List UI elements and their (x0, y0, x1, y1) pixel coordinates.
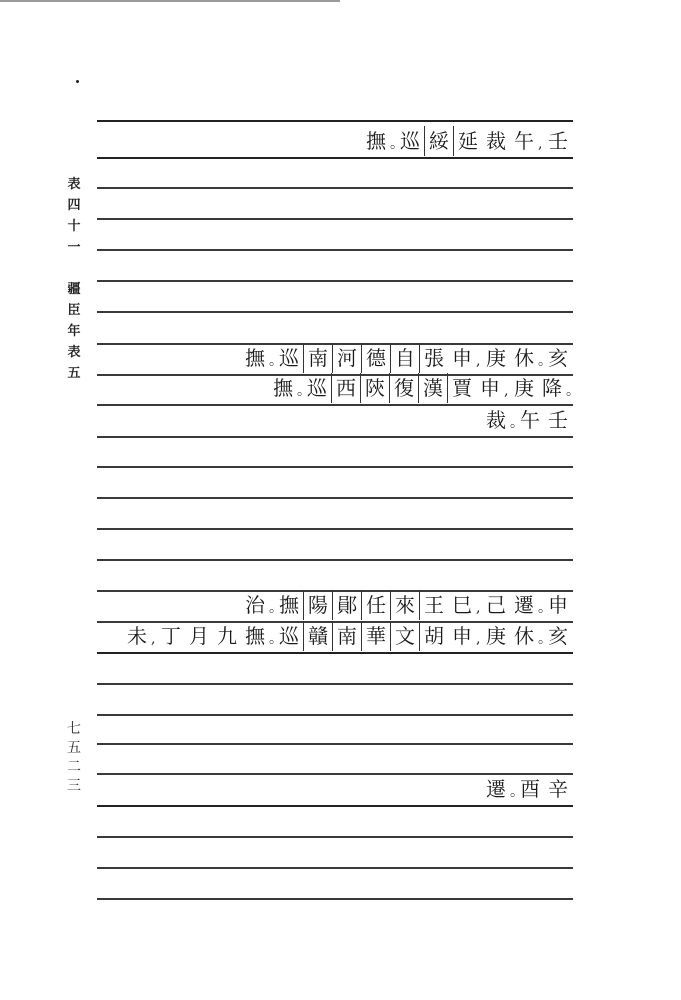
table-row (269, 373, 580, 403)
text-char: 庚 (486, 346, 506, 370)
page-number-char: 五 (67, 740, 81, 756)
punctuation: 。 (269, 353, 283, 369)
table-row (241, 590, 572, 620)
text-char: 來 (390, 590, 419, 620)
text-char: 華 (361, 621, 390, 651)
punctuation: , (476, 631, 481, 647)
text-char: 裁 (486, 129, 506, 153)
text-char: 陝 (360, 373, 389, 403)
punctuation: 。 (538, 631, 552, 647)
text-char: 月 (189, 624, 209, 648)
text-char: 申 (480, 376, 500, 400)
text-char: 綏 (424, 126, 453, 156)
text-char: 裁 (486, 408, 506, 432)
text-char: 九 (217, 624, 237, 648)
ruled-line (97, 120, 573, 122)
text-char: 辛 (548, 777, 568, 801)
ink-dot (76, 80, 79, 83)
text-char: 陽 (303, 590, 332, 620)
text-char: 撫 (366, 129, 386, 153)
margin-title-char: 表 (67, 345, 81, 360)
ruled-line (97, 743, 573, 745)
text-char: 休 (514, 346, 534, 370)
text-char: 申 (452, 346, 472, 370)
text-char: 撫 (279, 593, 299, 617)
ruled-line (97, 466, 573, 468)
punctuation: , (476, 600, 481, 616)
punctuation: 。 (297, 383, 311, 399)
ruled-line (97, 652, 573, 654)
ruled-line (97, 898, 573, 900)
ruled-line (97, 280, 573, 282)
text-char: 王 (419, 590, 448, 620)
ruled-line (97, 836, 573, 838)
ruled-line (97, 714, 573, 716)
text-char: 遷 (486, 777, 506, 801)
text-char: 延 (453, 126, 482, 156)
text-char: 亥 (548, 624, 568, 648)
table-row (362, 126, 572, 156)
margin-title-char: 五 (67, 366, 81, 381)
text-char: 酉 (520, 777, 540, 801)
text-char: 治 (245, 593, 265, 617)
ruled-line (97, 497, 573, 499)
punctuation: 。 (390, 136, 404, 152)
text-char: 文 (390, 621, 419, 651)
text-char: 張 (419, 343, 448, 373)
margin-title-char: 四 (67, 198, 81, 213)
text-char: 撫 (245, 346, 265, 370)
text-char: 撫 (245, 624, 265, 648)
text-char: 贛 (303, 621, 332, 651)
text-char: 西 (331, 373, 360, 403)
margin-title-char: 一 (67, 240, 81, 255)
margin-title-gap (63, 258, 85, 279)
text-char: 巡 (279, 624, 299, 648)
ruled-line (97, 805, 573, 807)
page-number (63, 720, 85, 796)
text-char: 未 (127, 624, 147, 648)
text-char: 休 (514, 624, 534, 648)
text-char: 巳 (452, 593, 472, 617)
margin-title-char: 臣 (67, 303, 81, 318)
text-char: 南 (303, 343, 332, 373)
ruled-line (97, 867, 573, 869)
punctuation: 。 (538, 600, 552, 616)
punctuation: , (504, 383, 509, 399)
text-char: 遷 (514, 593, 534, 617)
text-char: 胡 (419, 621, 448, 651)
text-char: 南 (332, 621, 361, 651)
table-row (123, 621, 572, 651)
text-char: 午 (520, 408, 540, 432)
punctuation: , (476, 353, 481, 369)
punctuation: 。 (269, 631, 283, 647)
table-row (482, 405, 572, 435)
text-char: 復 (389, 373, 418, 403)
table-row (482, 774, 572, 804)
margin-title-char: 十 (67, 219, 81, 234)
text-char: 巡 (279, 346, 299, 370)
text-char: 德 (361, 343, 390, 373)
text-char: 申 (548, 593, 568, 617)
ruled-line (97, 559, 573, 561)
text-char: 己 (486, 593, 506, 617)
punctuation: , (151, 631, 156, 647)
punctuation: 。 (538, 353, 552, 369)
text-char: 壬 (548, 408, 568, 432)
text-char: 降 (542, 376, 562, 400)
punctuation: , (538, 136, 543, 152)
text-char: 鄖 (332, 590, 361, 620)
ruled-line (97, 157, 573, 159)
text-char: 亥 (548, 346, 568, 370)
ruled-line (97, 311, 573, 313)
text-char: 任 (361, 590, 390, 620)
punctuation: 。 (566, 383, 580, 399)
text-char: 巡 (400, 129, 420, 153)
text-char: 賈 (447, 373, 476, 403)
margin-title-char: 表 (67, 177, 81, 192)
text-char: 丁 (161, 624, 181, 648)
text-char: 河 (332, 343, 361, 373)
punctuation: 。 (269, 600, 283, 616)
top-rule (0, 0, 340, 2)
text-char: 自 (390, 343, 419, 373)
page-number-char: 七 (67, 721, 81, 737)
margin-title-char: 疆 (67, 282, 81, 297)
margin-title (63, 174, 85, 384)
text-char: 午 (514, 129, 534, 153)
ruled-line (97, 683, 573, 685)
page-number-char: 二 (67, 759, 81, 775)
punctuation: 。 (510, 784, 524, 800)
page-number-char: 三 (67, 778, 81, 794)
ruled-line (97, 436, 573, 438)
table-row (241, 343, 572, 373)
ruled-line (97, 249, 573, 251)
text-char: 漢 (418, 373, 447, 403)
margin-title-char: 年 (67, 324, 81, 339)
text-char: 庚 (514, 376, 534, 400)
ruled-line (97, 218, 573, 220)
text-char: 撫 (273, 376, 293, 400)
ruled-line (97, 528, 573, 530)
ruled-line (97, 187, 573, 189)
text-char: 庚 (486, 624, 506, 648)
text-char: 壬 (548, 129, 568, 153)
text-char: 申 (452, 624, 472, 648)
punctuation: 。 (510, 415, 524, 431)
text-char: 巡 (307, 376, 327, 400)
